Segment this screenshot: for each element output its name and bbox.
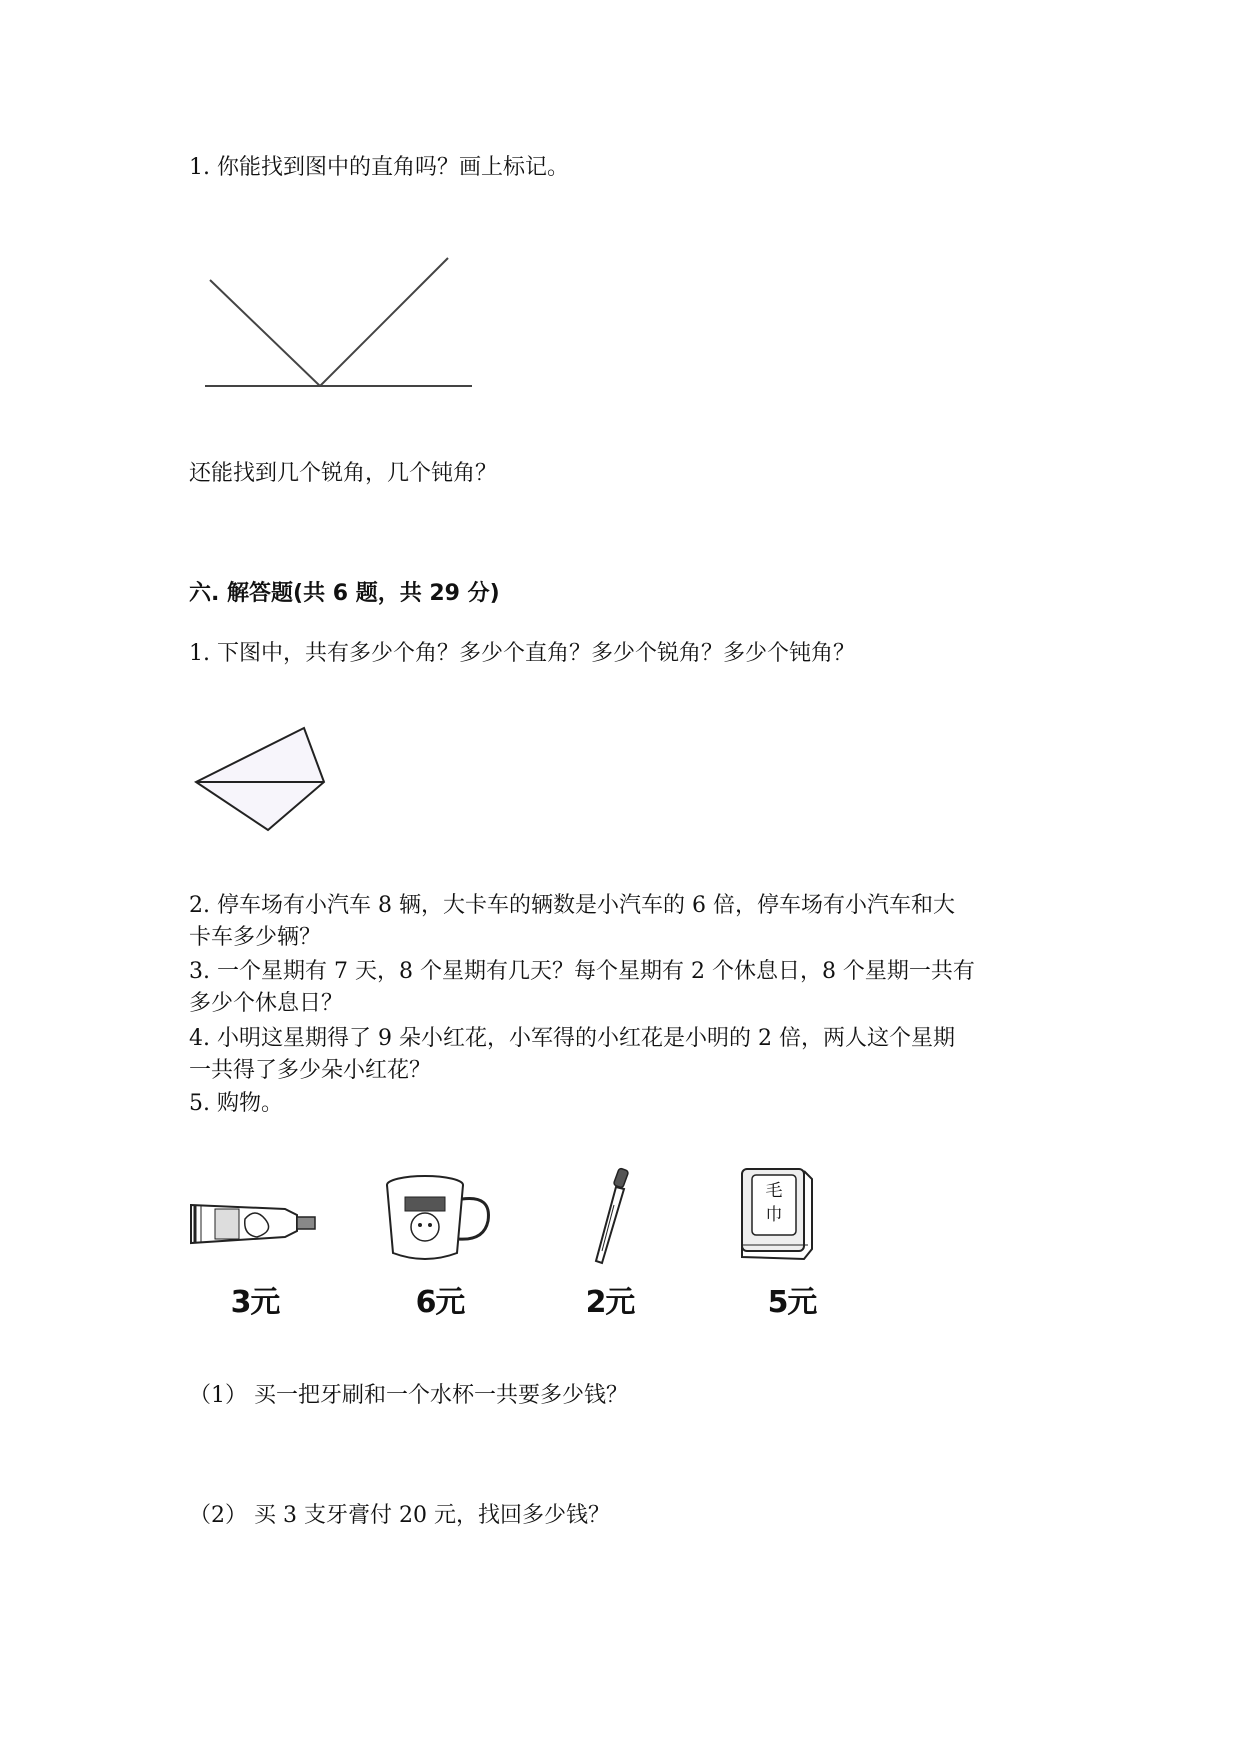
sub-question-1: （1） 买一把牙刷和一个水杯一共要多少钱？ bbox=[189, 1383, 628, 1408]
towel-price: 5元 bbox=[767, 1285, 817, 1320]
towel-label: 毛巾 bbox=[765, 1181, 783, 1225]
question-3-line2: 多少个休息日？ bbox=[189, 991, 344, 1016]
toothbrush-icon bbox=[540, 1165, 680, 1265]
question-1: 1. 下图中，共有多少个角？多少个直角？多少个锐角？多少个钝角？ bbox=[189, 641, 855, 666]
section-title: 六. 解答题(共 6 题，共 29 分) bbox=[189, 581, 500, 606]
toothbrush-price: 2元 bbox=[585, 1285, 635, 1320]
question-3-line1: 3. 一个星期有 7 天，8 个星期有几天？每个星期有 2 个休息日，8 个星期一共有 bbox=[189, 959, 975, 984]
cup-price: 6元 bbox=[415, 1285, 465, 1320]
question-4-line2: 一共得了多少朵小红花？ bbox=[189, 1058, 432, 1083]
angle-figure bbox=[180, 250, 480, 400]
question-5: 5. 购物。 bbox=[189, 1091, 283, 1116]
shop-item-toothpaste bbox=[185, 1165, 325, 1320]
cup-icon bbox=[370, 1165, 510, 1265]
shop-item-cup bbox=[370, 1165, 510, 1320]
kite-figure bbox=[188, 720, 338, 832]
toothpaste-icon bbox=[185, 1165, 325, 1265]
question-acute-obtuse: 还能找到几个锐角，几个钝角？ bbox=[189, 461, 498, 486]
toothpaste-price: 3元 bbox=[230, 1285, 280, 1320]
shop-item-towel bbox=[722, 1165, 862, 1320]
question-4-line1: 4. 小明这星期得了 9 朵小红花，小军得的小红花是小明的 2 倍，两人这个星期 bbox=[189, 1026, 955, 1051]
question-2-line1: 2. 停车场有小汽车 8 辆，大卡车的辆数是小汽车的 6 倍，停车场有小汽车和大 bbox=[189, 893, 955, 918]
question-2-line2: 卡车多少辆？ bbox=[189, 925, 322, 950]
shop-item-toothbrush bbox=[540, 1165, 680, 1320]
sub-question-2: （2） 买 3 支牙膏付 20 元，找回多少钱？ bbox=[189, 1503, 610, 1528]
question-right-angle: 1. 你能找到图中的直角吗？画上标记。 bbox=[189, 155, 569, 180]
towel-icon bbox=[722, 1165, 862, 1265]
